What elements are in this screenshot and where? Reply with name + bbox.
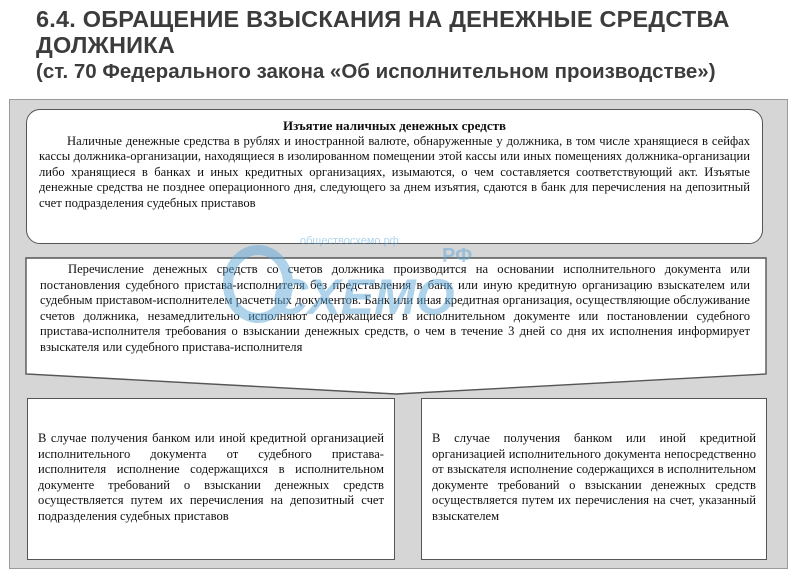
claimant-case-box (421, 398, 767, 560)
bailiff-case-text: В случае получения банком или иной кредитной организацией исполнительного документа от судебного пристава-исполнителя исполнение содержащихся в исполнительном документе требований о взыскании денежных средств осуществляется путем их перечисления на депозитный счет подразделения судебных приставов (38, 431, 384, 523)
title-line-2: ДОЛЖНИКА (36, 32, 175, 59)
transfer-box (30, 262, 760, 382)
seizure-cash-box (26, 109, 763, 244)
claimant-case-text: В случае получения банком или иной кредитной организацией исполнительного документа непосредственно от взыскателя исполнение содержащихся в исполнительном документе требований о взыскании денежных средств осуществляется путем их перечисления на счет, указанный взыскателем (432, 431, 756, 523)
seizure-heading: Изъятие наличных денежных средств (282, 118, 506, 133)
seizure-text: Наличные денежные средства в рублях и иностранной валюте, обнаруженные у должника, в том числе хранящиеся в сейфах кассы должника-организации, находящиеся в изолированном помещении этой кассы или иных помещениях должника-организации либо хранящиеся в банках и иных кредитных организациях, изымаются, о чем составляется соответствующий акт. Изъятые денежные средства не позднее операционного дня, следующего за днем изъятия, сдаются в банк для перечисления на депозитный счет подразделения судебных приставов (39, 133, 750, 210)
transfer-text: Перечисление денежных средств со счетов должника производится на основании исполнительного документа или постановления судебного пристава-исполнителя без представления в банк или иную кредитную организацию взыскателем или судебным приставом-исполнителем расчетных документов. Банк или иная кредитная организация, осуществляющие обслуживание счетов должника, незамедлительно исполняют содержащиеся в исполнительном документе или постановлении судебного пристава-исполнителя требования о взыскании денежных средств, о чем в течение 3 дней со дня их исполнения информирует взыскателя или судебного пристава-исполнителя (40, 262, 750, 354)
bailiff-case-box (27, 398, 395, 560)
watermark-url: обществосхемо.рф (300, 235, 399, 247)
watermark-domain: РФ (442, 245, 473, 267)
subtitle: (ст. 70 Федерального закона «Об исполнительном производстве») (36, 59, 716, 83)
page-title (36, 6, 776, 84)
title-line-1: 6.4. ОБРАЩЕНИЕ ВЗЫСКАНИЯ НА ДЕНЕЖНЫЕ СРЕДСТВА (36, 6, 730, 32)
watermark-text: СХЕМО (272, 269, 455, 325)
